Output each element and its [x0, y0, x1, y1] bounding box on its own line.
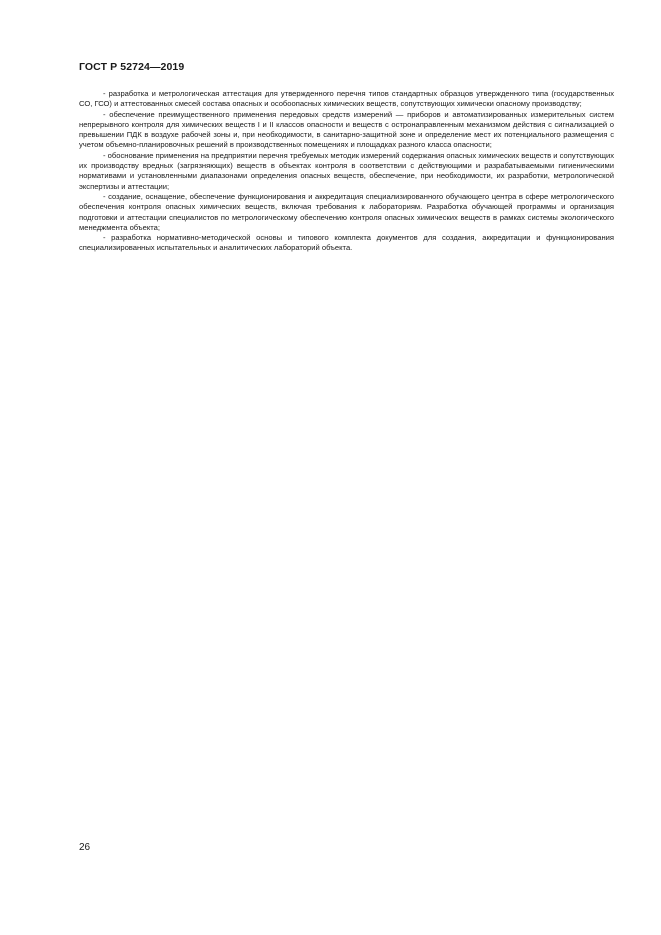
list-item: - обеспечение преимущественного применения передовых средств измерений — приборов и автоматизированных измерительных систем непрерывного контроля для химических веществ I и II классов опасности и веществ с остронаправленным механизмом действия с сигнализацией о превышении ПДК в воздухе рабочей зоны и, при необходимости, в санитарно-защитной зоне и определение мест их потенциального размещения с учетом объемно-планировочных решений в производственных помещениях и площадках разного класса опасности; — [79, 109, 614, 150]
list-item: - создание, оснащение, обеспечение функционирования и аккредитация специализированного обучающего центра в сфере метрологического обеспечения контроля опасных химических веществ, включая требования к лабораториям. Разработка обучающей программы и организация подготовки и аттестации специалистов по метрологическому обеспечению контроля опасных химических веществ в рамках системы экологического менеджмента объекта; — [79, 191, 614, 232]
page-number: 26 — [79, 842, 91, 853]
list-item: - разработка и метрологическая аттестация для утвержденного перечня типов стандартных образцов утвержденного типа (государственных СО, ГСО) и аттестованных смесей состава опасных и особоопасных химических веществ, сопутствующих химически опасному производству; — [79, 89, 614, 109]
list-item: - разработка нормативно-методической основы и типового комплекта документов для создания, аккредитации и функционирования специализированных испытательных и аналитических лабораторий объекта. — [79, 233, 614, 253]
document-body — [79, 89, 614, 254]
document-header: ГОСТ Р 52724—2019 — [79, 61, 185, 73]
list-item: - обоснование применения на предприятии перечня требуемых методик измерений содержания опасных химических веществ и сопутствующих их производству вредных (загрязняющих) веществ в объектах контроля в соответствии с действующими и разрабатываемыми гигиеническими нормативами и установленными диапазонами определения опасных веществ, обеспечение, при необходимости, их разработки, метрологической экспертизы и аттестации; — [79, 150, 614, 191]
